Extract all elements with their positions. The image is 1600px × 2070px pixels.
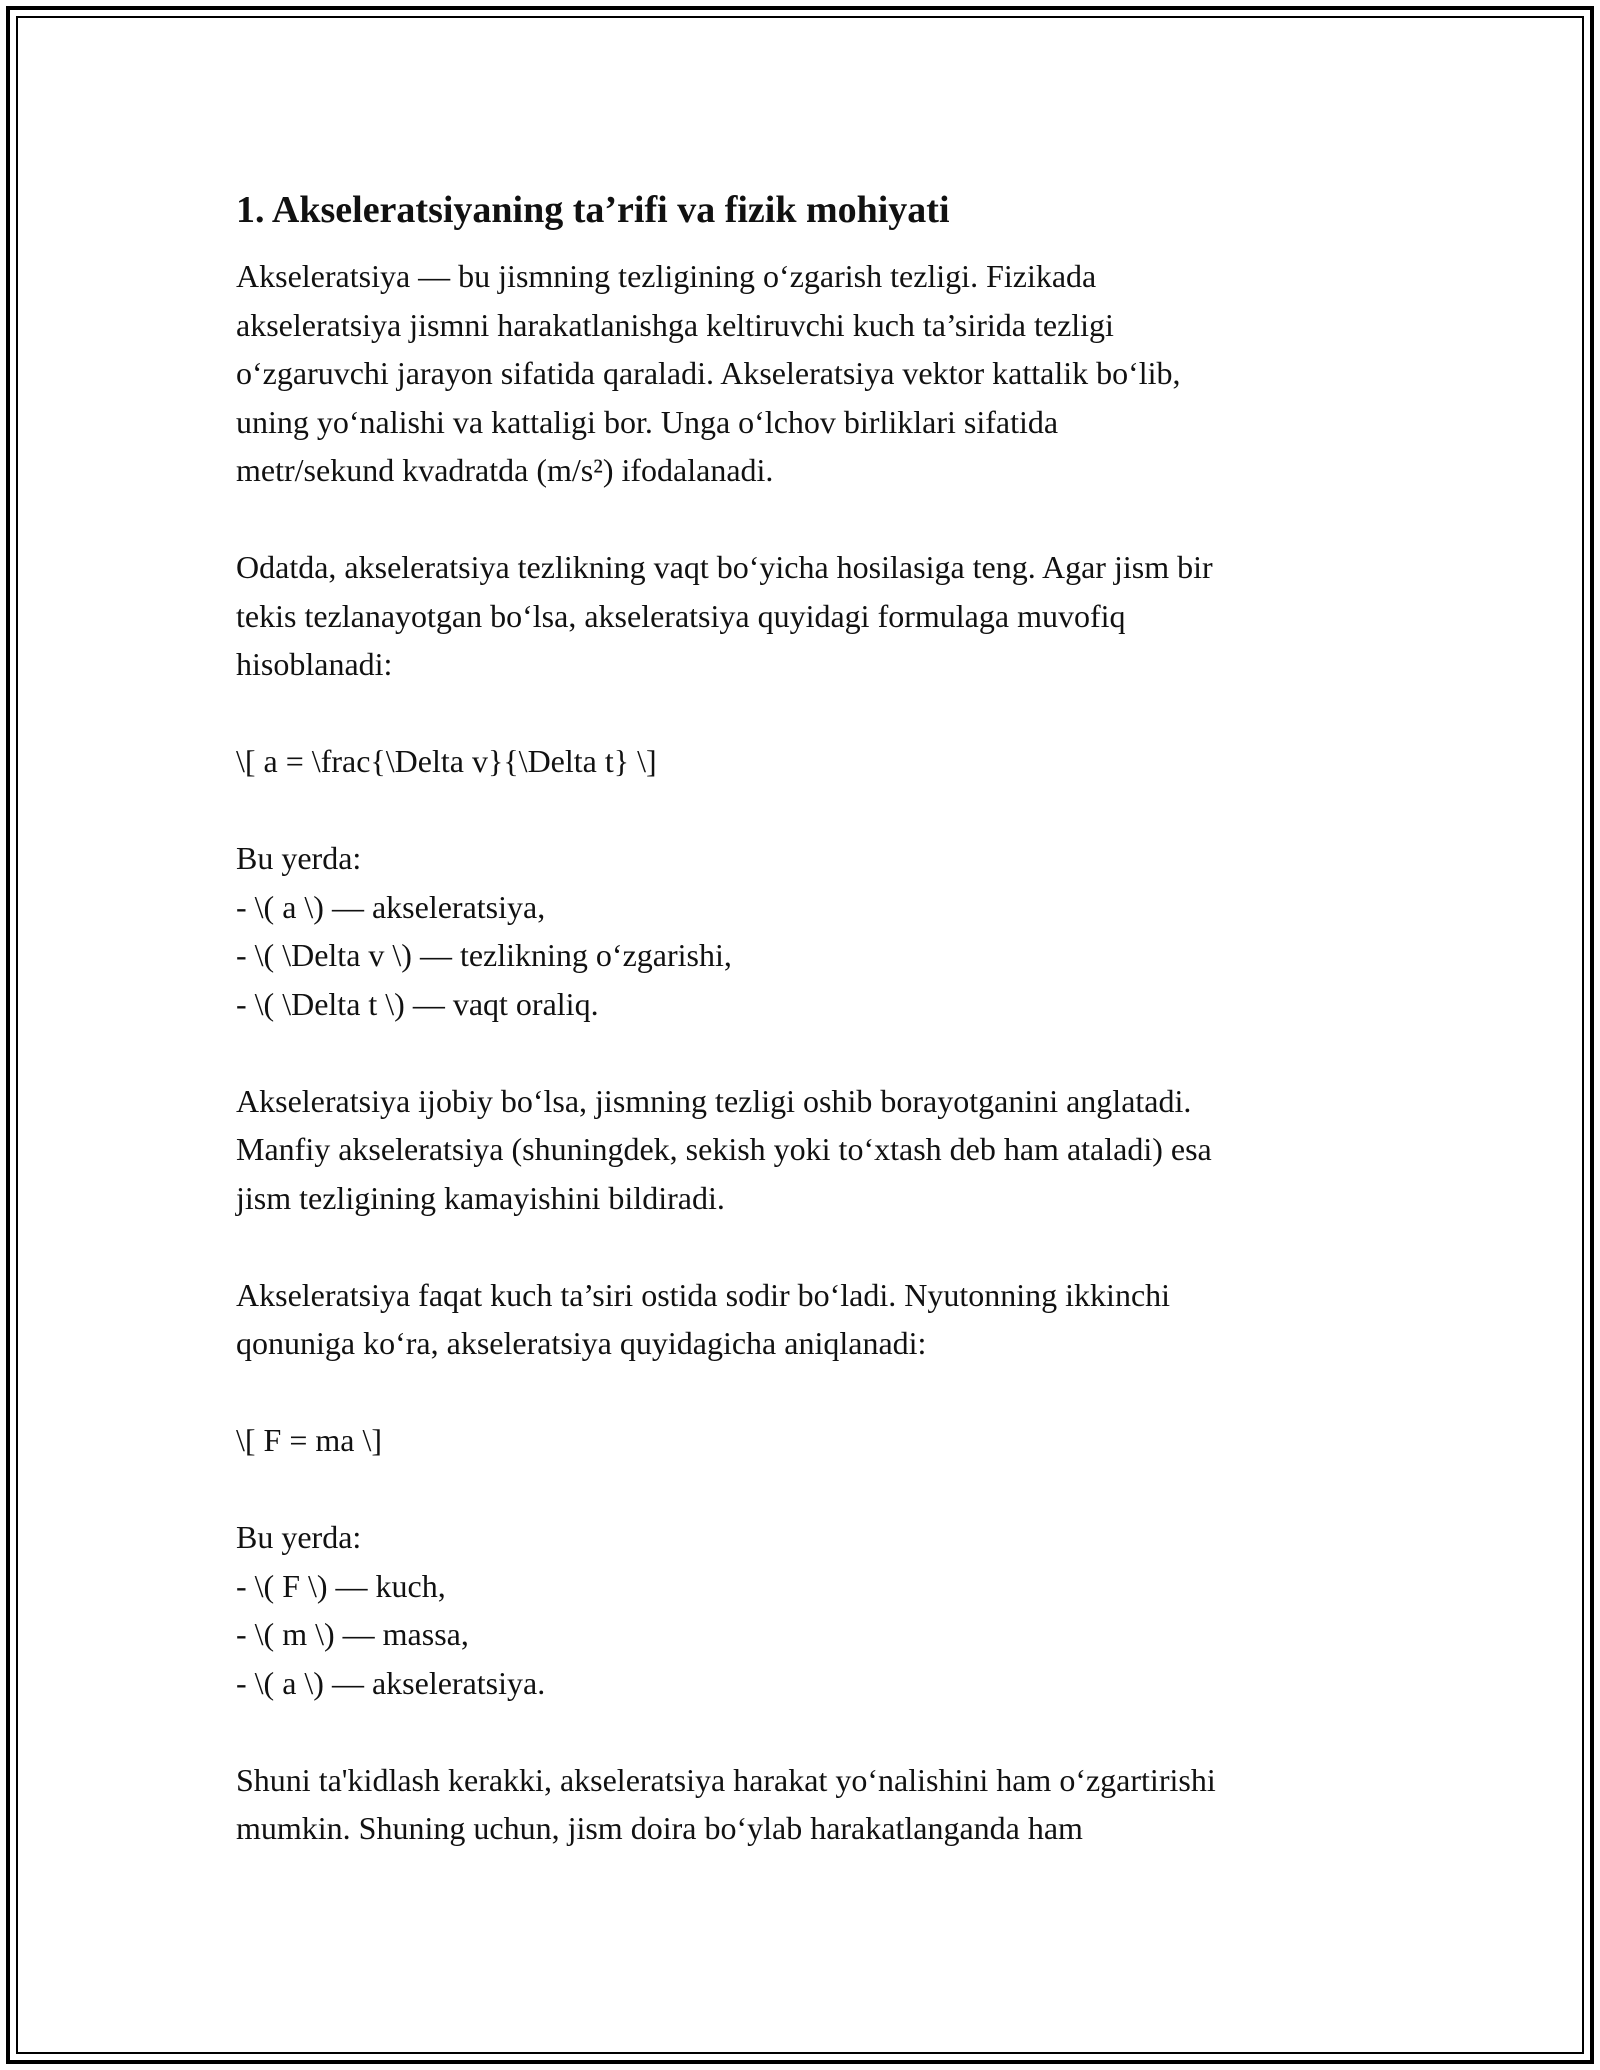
text-line: Shuni ta'kidlash kerakki, akseleratsiya harakat yo‘nalishini ham o‘zgartirishi [236, 1761, 1216, 1798]
text-line: metr/sekund kvadratda (m/s²) ifodalanadi. [236, 452, 774, 488]
text-line: mumkin. Shuning uchun, jism doira bo‘ylab harakatlanganda ham [236, 1810, 1083, 1846]
list-intro: Bu yerda: [236, 1519, 362, 1555]
paragraph-sign [236, 1077, 1376, 1223]
text-line: jism tezligining kamayishini bildiradi. [236, 1179, 725, 1216]
paragraph-direction [236, 1756, 1376, 1853]
text-line: Akseleratsiya — bu jismning tezligining o‘zgarish tezligi. Fizikada [236, 258, 1097, 294]
list-item: - \( F \) — kuch, [236, 1567, 446, 1604]
paragraph-newton [236, 1271, 1376, 1368]
document-body [236, 186, 1376, 1901]
text-line: qonuniga ko‘ra, akseleratsiya quyidagicha aniqlanadi: [236, 1325, 927, 1361]
list-item: - \( \Delta t \) — vaqt oraliq. [236, 985, 599, 1022]
list-item: - \( a \) — akseleratsiya, [236, 888, 546, 925]
list-item: - \( a \) — akseleratsiya. [236, 1664, 546, 1701]
text-line: akseleratsiya jismni harakatlanishga keltiruvchi kuch ta’sirida tezligi [236, 306, 1114, 343]
list-item: - \( m \) — massa, [236, 1616, 469, 1652]
variable-list-1 [236, 834, 1376, 1028]
formula-line: \[ F = ma \] [236, 1422, 383, 1458]
text-line: Odatda, akseleratsiya tezlikning vaqt bo‘yicha hosilasiga teng. Agar jism bir [236, 549, 1213, 585]
formula-newton [236, 1416, 1376, 1465]
text-line: tekis tezlanayotgan bo‘lsa, akseleratsiya quyidagi formulaga muvofiq [236, 597, 1126, 634]
text-line: o‘zgaruvchi jarayon sifatida qaraladi. Akseleratsiya vektor kattalik bo‘lib, [236, 355, 1181, 391]
text-line: Akseleratsiya faqat kuch ta’siri ostida sodir bo‘ladi. Nyutonning ikkinchi [236, 1276, 1171, 1313]
formula-line: \[ a = \frac{\Delta v}{\Delta t} \] [236, 743, 657, 779]
list-item: - \( \Delta v \) — tezlikning o‘zgarishi, [236, 937, 732, 973]
list-intro: Bu yerda: [236, 840, 362, 876]
variable-list-2 [236, 1513, 1376, 1707]
text-line: hisoblanadi: [236, 646, 393, 682]
paragraph-definition [236, 252, 1376, 495]
formula-acceleration [236, 737, 1376, 786]
text-line: Manfiy akseleratsiya (shuningdek, sekish yoki to‘xtash deb ham ataladi) esa [236, 1131, 1212, 1167]
paragraph-derivative [236, 543, 1376, 689]
text-line: Akseleratsiya ijobiy bo‘lsa, jismning tezligi oshib borayotganini anglatadi. [236, 1082, 1192, 1119]
text-line: uning yo‘nalishi va kattaligi bor. Unga o‘lchov birliklari sifatida [236, 403, 1059, 440]
section-heading: 1. Akseleratsiyaning ta’rifi va fizik mohiyati [236, 189, 950, 231]
